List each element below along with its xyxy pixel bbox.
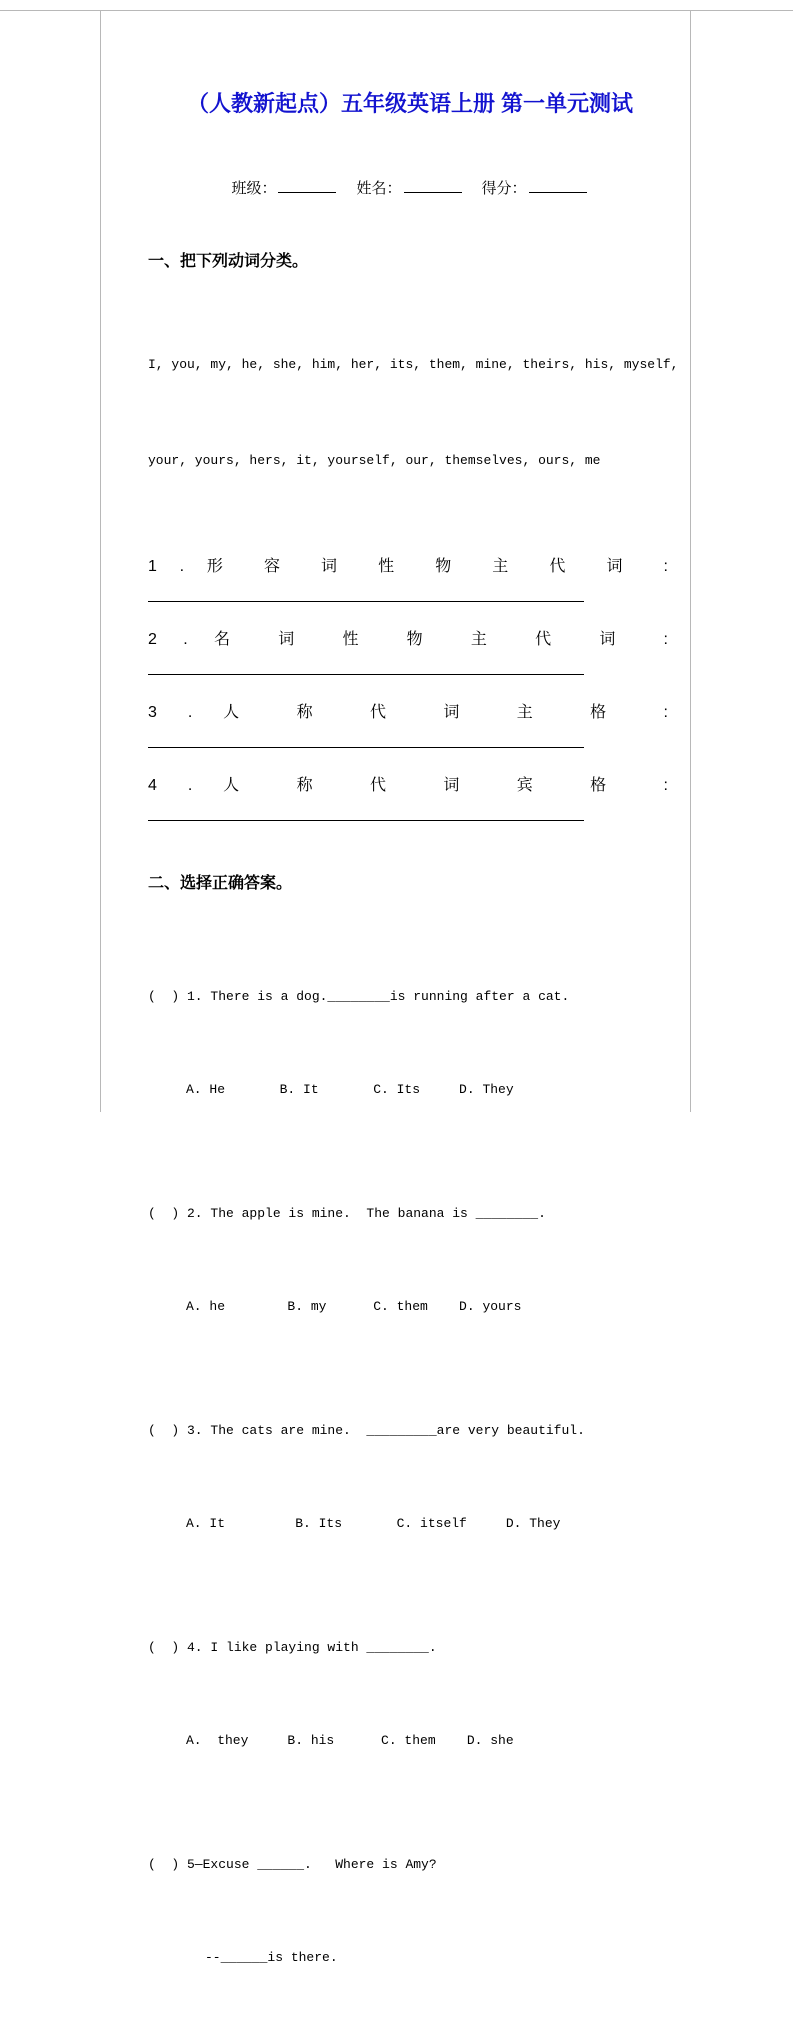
answer-line-2: [148, 674, 584, 675]
classification-item-3: 3 . 人 称 代 词 主 格 :: [148, 704, 668, 721]
question-4-options: A. they B. his C. them D. she: [186, 1733, 514, 1748]
class-field: [231, 180, 338, 197]
classification-item-4: 4 . 人 称 代 词 宾 格 :: [148, 777, 668, 794]
classification-item-2: 2 . 名 词 性 物 主 代 词 :: [148, 631, 668, 648]
class-blank: [278, 178, 336, 193]
score-label: 得分：: [481, 180, 527, 197]
score-blank: [529, 178, 587, 193]
question-3-options: A. It B. Its C. itself D. They: [186, 1516, 561, 1531]
question-4-stem: ( ) 4. I like playing with ________.: [148, 1640, 437, 1655]
word-list-line: I, you, my, he, she, him, her, its, them, mine, theirs, his, myself,: [148, 357, 679, 372]
word-list-line: your, yours, hers, it, yourself, our, themselves, ours, me: [148, 453, 601, 468]
question-5-stem: ( ) 5—Excuse ______. Where is Amy?: [148, 1857, 437, 1872]
section1-heading: 一、把下列动词分类。: [148, 253, 309, 270]
page-title: （人教新起点）五年级英语上册 第一单元测试: [186, 91, 634, 116]
name-label: 姓名：: [356, 180, 402, 197]
answer-line-3: [148, 747, 584, 748]
info-line: [148, 178, 672, 199]
answer-line-4: [148, 820, 584, 821]
question-3-stem: ( ) 3. The cats are mine. _________are very beautiful.: [148, 1423, 585, 1438]
name-blank: [404, 178, 462, 193]
page-boundary-right: [690, 10, 691, 1112]
score-field: [482, 180, 589, 197]
question-list: [148, 919, 672, 2035]
page-content: [148, 0, 679, 2035]
question-1-stem: ( ) 1. There is a dog.________is running after a cat.: [148, 989, 570, 1004]
question-2-options: A. he B. my C. them D. yours: [186, 1299, 522, 1314]
answer-line-1: [148, 601, 584, 602]
question-1-options: A. He B. It C. Its D. They: [186, 1082, 514, 1097]
classification-item-1: 1 . 形 容 词 性 物 主 代 词 :: [148, 558, 668, 575]
question-5-continuation: --______is there.: [205, 1950, 338, 1965]
question-2-stem: ( ) 2. The apple is mine. The banana is ________.: [148, 1206, 546, 1221]
name-field: [356, 180, 463, 197]
class-label: 班级：: [231, 180, 277, 197]
word-list: [148, 285, 679, 541]
page-boundary-left: [100, 10, 101, 1112]
section2-heading: 二、选择正确答案。: [148, 875, 293, 892]
